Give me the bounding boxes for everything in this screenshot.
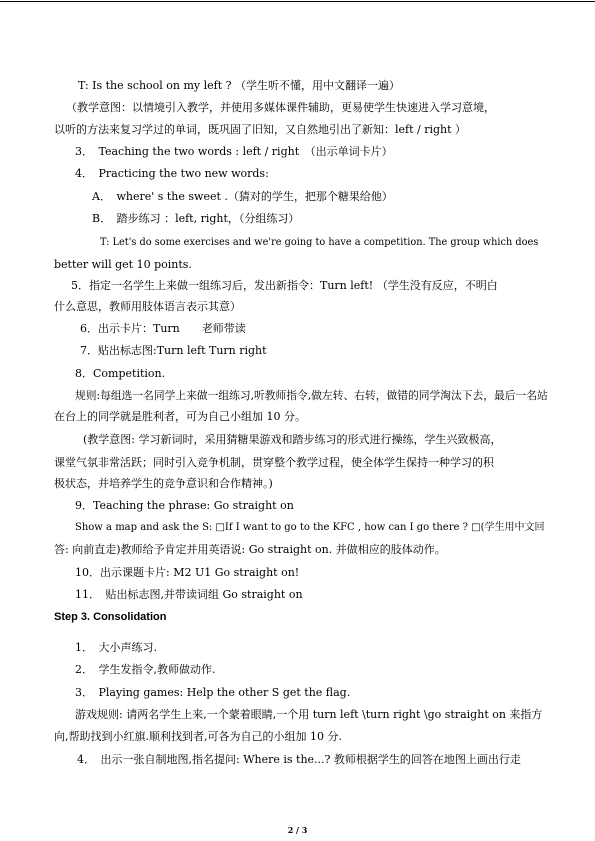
text-line: 1． 大小声练习.	[75, 641, 157, 654]
text-line: 向,帮助找到小红旗.顺利找到者,可各为自己的小组加 10 分.	[54, 730, 342, 743]
text-line: 6．出示卡片：Turn 老师带读	[80, 322, 246, 335]
text-line: (教学意图: 学习新词时，采用猜糖果游戏和踏步练习的形式进行操练，学生兴致极高，	[83, 433, 502, 446]
text-line: （教学意图：以情境引入教学，并使用多媒体课件辅助，更易使学生快速进入学习意境，	[66, 101, 495, 114]
section-heading: Step 3. Consolidation	[54, 611, 167, 623]
text-line: 3． Playing games: Help the other S get the flag.	[75, 686, 351, 699]
text-line: 课堂气氛非常活跃；同时引入竞争机制，贯穿整个教学过程，使全体学生保持一种学习的积	[54, 456, 494, 469]
text-line: A． where' s the sweet .（猜对的学生，把那个糖果给他）	[92, 190, 393, 203]
text-line: T: Is the school on my left ? （学生听不懂，用中文翻译一遍）	[78, 79, 401, 92]
text-line: T: Let's do some exercises and we're going to have a competition. The group which does	[100, 237, 539, 248]
text-line: B． 踏步练习 ：left, right，（分组练习）	[92, 212, 300, 225]
text-line: 以听的方法来复习学过的单词，既巩固了旧知，又自然地引出了新知：left / right ）	[54, 123, 467, 136]
text-line: Show a map and ask the S: □If I want to go to the KFC , how can I go there ? □(学生用中文回	[75, 522, 545, 533]
text-line: 10．出示课题卡片: M2 U1 Go straight on!	[75, 566, 300, 579]
text-line: 9．Teaching the phrase: Go straight on	[75, 499, 294, 512]
text-line: 4． 出示一张自制地图,指名提问: Where is the...? 教师根据学生的回答在地图上画出行走	[77, 753, 521, 766]
text-line: 什么意思，教师用肢体语言表示其意）	[54, 300, 241, 313]
text-line: better will get 10 points.	[54, 258, 192, 271]
text-line: 游戏规则: 请两名学生上来,一个蒙着眼睛,一个用 turn left \turn right \go straight on 来指方	[75, 708, 543, 721]
text-line: 在台上的同学就是胜利者，可为自己小组加 10 分。	[54, 410, 306, 423]
text-line: 5．指定一名学生上来做一组练习后，发出新指令：Turn left! （学生没有反应，不明白	[71, 279, 498, 292]
top-rule	[0, 1, 595, 2]
text-line: 8．Competition.	[75, 367, 166, 380]
text-line: 7．贴出标志图:Turn left Turn right	[80, 344, 267, 357]
text-line: 11． 贴出标志图,并带读词组 Go straight on	[75, 588, 303, 601]
text-line: 极状态，并培养学生的竞争意识和合作精神。)	[54, 477, 273, 490]
text-line: 4． Practicing the two new words:	[75, 167, 269, 180]
text-line: 2． 学生发指令,教师做动作.	[75, 663, 216, 676]
text-line: 3． Teaching the two words : left / right （出示单词卡片）	[75, 145, 393, 158]
text-line: 规则:每组选一名同学上来做一组练习,听教师指令,做左转、右转，做错的同学淘汰下去，最后一名站	[75, 389, 548, 402]
page-number: 2 / 3	[287, 825, 308, 835]
text-line: 答: 向前直走)教师给予肯定并用英语说: Go straight on. 并做相应的肢体动作。	[54, 543, 446, 556]
